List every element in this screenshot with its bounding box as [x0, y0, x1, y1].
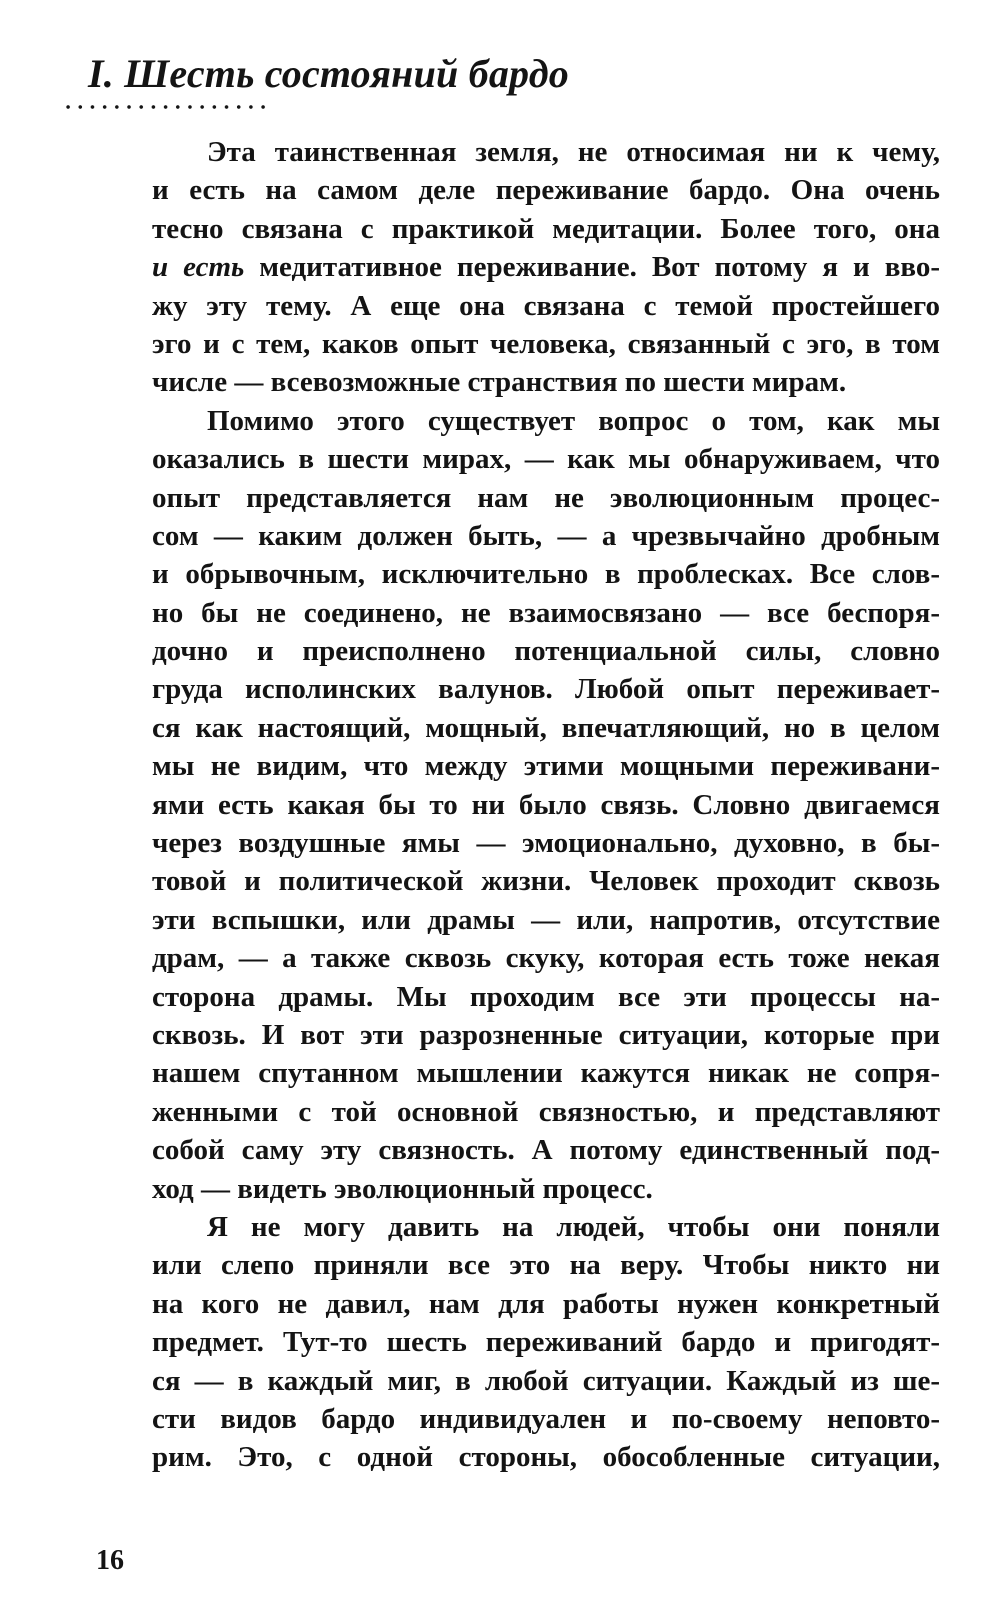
- text-line: сквозь. И вот эти разрозненные ситуации, которые при: [152, 1018, 940, 1051]
- page-number: 16: [96, 1545, 124, 1576]
- text-line: но бы не соединено, не взаимосвязано — все беспоря-: [152, 596, 940, 629]
- text-line: ся как настоящий, мощный, впечатляющий, но в целом: [152, 711, 940, 744]
- text-line: ями есть какая бы то ни было связь. Словно двигаемся: [152, 788, 940, 821]
- text-line: числе — всевозможные странствия по шести мирам.: [152, 366, 847, 399]
- text-line: груда исполинских валунов. Любой опыт переживает-: [152, 673, 940, 706]
- text-line: мы не видим, что между этими мощными переживани-: [152, 750, 940, 783]
- text-line: рим. Это, с одной стороны, обособленные ситуации,: [152, 1441, 940, 1474]
- text-line: эго и с тем, каков опыт человека, связанный с эго, в том: [152, 327, 940, 360]
- text-line: сторона драмы. Мы проходим все эти процессы на-: [152, 980, 940, 1013]
- text-line: и есть на самом деле переживание бардо. Она очень: [152, 174, 940, 207]
- text-line: тесно связана с практикой медитации. Более того, она: [152, 212, 940, 245]
- text-line: предмет. Тут-то шесть переживаний бардо и пригодят-: [152, 1326, 940, 1359]
- text-line: жу эту тему. А еще она связана с темой простейшего: [152, 289, 940, 322]
- text-line: Я не могу давить на людей, чтобы они поняли: [207, 1210, 940, 1243]
- text-line: через воздушные ямы — эмоционально, духовно, в бы-: [152, 827, 940, 860]
- text-line: сом — каким должен быть, — а чрезвычайно дробным: [152, 519, 940, 552]
- text-line: или слепо приняли все это на веру. Чтобы никто ни: [152, 1249, 940, 1282]
- text-line: женными с той основной связностью, и представляют: [152, 1095, 940, 1128]
- text-line: оказались в шести мирах, — как мы обнаруживаем, что: [152, 443, 940, 476]
- text-line: и обрывочным, исключительно в проблесках. Все слов-: [152, 558, 940, 591]
- text-line: ся — в каждый миг, в любой ситуации. Каждый из ше-: [152, 1364, 940, 1397]
- dotted-rule: [62, 104, 272, 110]
- running-head: I. Шесть состояний бардо: [88, 51, 569, 96]
- text-line: Эта таинственная земля, не относимая ни к чему,: [207, 136, 940, 168]
- text-line: ход — видеть эволюционный процесс.: [152, 1172, 653, 1205]
- text-line: драм, — а также сквозь скуку, которая есть тоже некая: [152, 942, 940, 975]
- text-line: дочно и преисполнено потенциальной силы, словно: [152, 635, 940, 668]
- text-line: эти вспышки, или драмы — или, напротив, отсутствие: [152, 903, 940, 936]
- text-line: собой саму эту связность. А потому единственный под-: [152, 1134, 940, 1167]
- text-line: товой и политической жизни. Человек проходит сквозь: [152, 865, 940, 898]
- body-text: [152, 133, 940, 1477]
- text-line: нашем спутанном мышлении кажутся никак не сопря-: [152, 1057, 940, 1090]
- italic-emphasis: и есть: [152, 251, 245, 284]
- text-line: на кого не давил, нам для работы нужен конкретный: [152, 1287, 940, 1320]
- text-line: опыт представляется нам не эволюционным процес-: [152, 481, 940, 514]
- text-line-rest: медитативное переживание. Вот потому я и вво-: [259, 251, 940, 284]
- text-line: сти видов бардо индивидуален и по-своему неповто-: [152, 1402, 940, 1435]
- text-line: Помимо этого существует вопрос о том, как мы: [207, 404, 940, 437]
- text-line-with-italic: [152, 248, 940, 286]
